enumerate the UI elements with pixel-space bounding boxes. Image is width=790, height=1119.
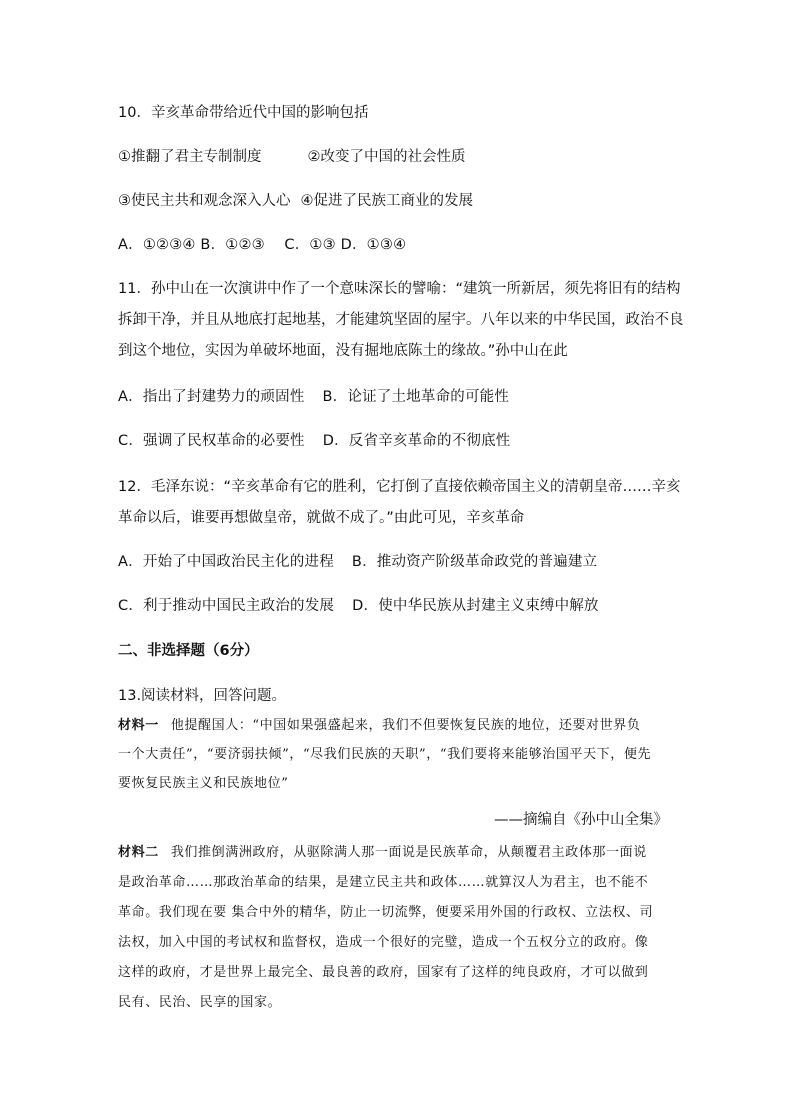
material-1-line-3: 要恢复民族主义和民族地位” — [118, 776, 289, 791]
material-1-text-1: 他提醒国人：“中国如果强盛起来，我们不但要恢复民族的地位，还要对世界负 — [170, 718, 641, 733]
q11-option-a[interactable]: A．指出了封建势力的顽固性 — [118, 389, 305, 405]
material-2-line-3: 革命。我们现在要 集合中外的精华，防止一切流弊，便要采用外国的行政权、立法权、司 — [118, 905, 654, 920]
material-2-line-4: 法权，加入中国的考试权和监督权，造成一个很好的完璧，造成一个五权分立的政府。像 — [118, 935, 649, 950]
q10-item-3: ③使民主共和观念深入人心 — [118, 193, 291, 209]
q10-items-row1 — [118, 147, 466, 167]
q10-items-row2 — [118, 191, 473, 211]
q12-stem-line-2: 革命以后，谁要再想做皇帝，就做不成了。”由此可见，辛亥革命 — [118, 510, 525, 526]
q10-item-2: ②改变了中国的社会性质 — [307, 149, 466, 165]
q11-option-d[interactable]: D．反省辛亥革命的不彻底性 — [322, 433, 511, 449]
material-2-line-5: 这样的政府，才是世界上最完全、最良善的政府，国家有了这样的纯良政府，才可以做到 — [118, 965, 649, 980]
q11-options-row2 — [118, 431, 511, 451]
q10-stem: 10．辛亥革命带给近代中国的影响包括 — [118, 105, 369, 121]
q12-options-row1 — [118, 552, 597, 572]
q10-item-1: ①推翻了君主专制制度 — [118, 149, 262, 165]
material-1-source: ——摘编自《孙中山全集》 — [494, 812, 668, 828]
q11-options-row1 — [118, 387, 509, 407]
q12-stem-line-1: 12．毛泽东说：“辛亥革命有它的胜利，它打倒了直接依赖帝国主义的清朝皇帝……辛亥 — [118, 479, 681, 495]
q11-stem-line-1: 11．孙中山在一次演讲中作了一个意味深长的譬喻：“建筑一所新居，须先将旧有的结构 — [118, 281, 681, 297]
q11-stem-line-2: 拆卸干净，并且从地底打起地基，才能建筑坚固的屋宇。八年以来的中华民国，政治不良 — [118, 312, 684, 328]
q13-stem: 13.阅读材料，回答问题。 — [118, 688, 287, 704]
q11-stem-line-3: 到这个地位，实因为单破坏地面，没有掘地底陈土的缘故。”孙中山在此 — [118, 343, 568, 359]
q12-option-b[interactable]: B．推动资产阶级革命政党的普遍建立 — [351, 554, 598, 570]
q12-options-row2 — [118, 596, 599, 616]
material-2-label: 材料二 — [118, 845, 159, 860]
q10-item-4: ④促进了民族工商业的发展 — [300, 193, 473, 209]
q11-option-c[interactable]: C．强调了民权革命的必要性 — [118, 433, 305, 449]
q11-option-b[interactable]: B．论证了土地革命的可能性 — [322, 389, 510, 405]
q12-option-d[interactable]: D．使中华民族从封建主义束缚中解放 — [352, 598, 599, 614]
q12-option-a[interactable]: A．开始了中国政治民主化的进程 — [118, 554, 334, 570]
material-2-line-2: 是政治革命……那政治革命的结果，是建立民主共和政体……就算汉人为君主，也不能不 — [118, 875, 649, 890]
material-2-line-6: 民有、民治、民享的国家。 — [118, 995, 282, 1010]
material-1-line-1 — [118, 716, 640, 736]
material-2-line-1 — [118, 843, 647, 863]
q10-options[interactable]: A．①②③④ B．①②③ C．①③ D．①③④ — [118, 237, 407, 253]
material-1-line-2: 一个大责任”，“要济弱扶倾”，“尽我们民族的天职”，“我们要将来能够治国平天下，便先 — [118, 747, 652, 762]
q12-option-c[interactable]: C．利于推动中国民主政治的发展 — [118, 598, 335, 614]
section-2-heading: 二、非选择题（6分） — [118, 643, 259, 659]
material-1-label: 材料一 — [118, 718, 159, 733]
material-2-text-1: 我们推倒满洲政府，从驱除满人那一面说是民族革命，从颠覆君主政体那一面说 — [170, 845, 647, 860]
